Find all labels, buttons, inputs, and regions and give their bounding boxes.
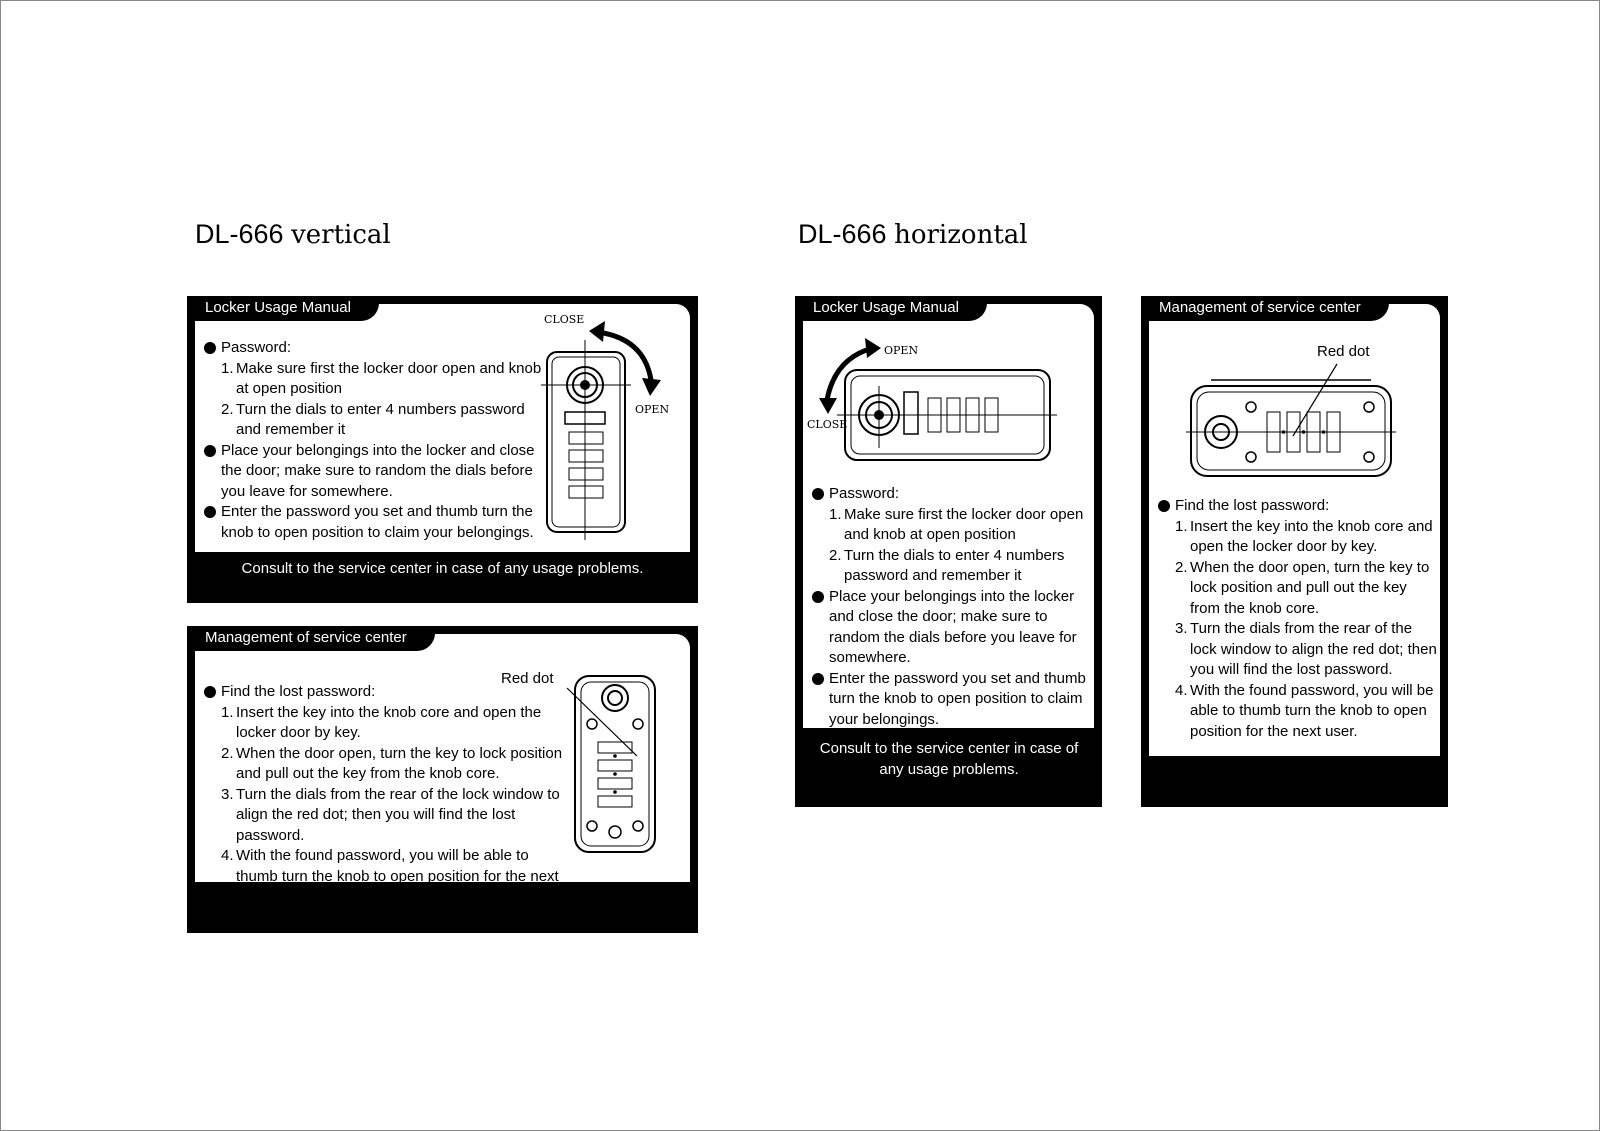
horizontal-rear-body xyxy=(1186,380,1396,476)
step-1: 1. Make sure first the locker door open and knob at open position xyxy=(829,505,1084,543)
model-name: DL-666 xyxy=(195,219,284,249)
horizontal-usage-card xyxy=(795,296,1102,807)
step-1: 1. Insert the key into the knob core and open the locker door by key. xyxy=(221,703,542,741)
model-name: DL-666 xyxy=(798,219,887,249)
open-label: OPEN xyxy=(884,344,919,357)
horizontal-rear-diagram xyxy=(1181,362,1411,484)
service-instructions xyxy=(204,682,564,908)
step-2: 2. When the door open, turn the key to lock position and pull out the key from the knob core. xyxy=(221,744,563,782)
close-label: CLOSE xyxy=(807,418,848,431)
vertical-lock-body xyxy=(541,340,631,540)
red-dot-label: Red dot xyxy=(501,670,554,687)
card-footer: Consult to the service center in case of any usage problems. xyxy=(241,560,644,577)
horizontal-lock-diagram xyxy=(807,336,1092,476)
heading-vertical xyxy=(195,219,391,250)
service-instructions xyxy=(1158,496,1440,742)
vertical-usage-card xyxy=(187,296,698,603)
bullet-claim: Enter the password you set and thumb turn the knob to open position to claim your belongings. xyxy=(204,502,549,543)
vertical-lock-diagram xyxy=(539,310,689,545)
step-3: 3. Turn the dials from the rear of the lock window to align the red dot; then you will find the lost password. xyxy=(221,785,560,844)
model-variant: horizontal xyxy=(894,220,1028,250)
usage-instructions xyxy=(204,338,549,543)
step-2: 2. When the door open, turn the key to lock position and pull out the key from the knob core. xyxy=(1175,558,1430,617)
bullet-belongings: Place your belongings into the locker and close the door; make sure to random the dials before you leave for somewhere. xyxy=(812,587,1092,669)
step-2: 2. Turn the dials to enter 4 numbers password and remember it xyxy=(829,546,1065,584)
bullet-claim: Enter the password you set and thumb turn the knob to open position to claim your belongings. xyxy=(812,669,1092,731)
vertical-rear-diagram xyxy=(537,666,687,876)
step-3: 3. Turn the dials from the rear of the lock window to align the red dot; then you will find the lost password. xyxy=(1175,620,1437,678)
open-label: OPEN xyxy=(635,403,670,416)
vertical-service-card xyxy=(187,626,698,933)
bullet-find-password: Find the lost password: xyxy=(1158,496,1440,517)
bullet-password: Password: xyxy=(812,484,1092,505)
bullet-belongings: Place your belongings into the locker and close the door; make sure to random the dials before you leave for somewhere. xyxy=(204,441,549,503)
card-footer: Consult to the service center in case of any usage problems. xyxy=(819,740,1079,778)
heading-horizontal xyxy=(798,219,1028,250)
step-4: 4. With the found password, you will be able to thumb turn the knob to open position for the next user. xyxy=(1175,681,1434,740)
card-title: Locker Usage Manual xyxy=(187,296,379,321)
red-dot-label: Red dot xyxy=(1317,343,1370,360)
usage-instructions xyxy=(812,484,1092,730)
horizontal-service-card xyxy=(1141,296,1448,807)
card-title: Management of service center xyxy=(1141,296,1389,321)
step-1: 1. Make sure first the locker door open and knob at open position xyxy=(221,359,542,397)
vertical-rear-body xyxy=(575,676,655,852)
close-label: CLOSE xyxy=(544,313,585,326)
card-title: Management of service center xyxy=(187,626,435,651)
step-1: 1. Insert the key into the knob core and open the locker door by key. xyxy=(1175,517,1433,555)
bullet-password: Password: xyxy=(204,338,549,359)
step-2: 2. Turn the dials to enter 4 numbers password and remember it xyxy=(221,400,525,438)
bullet-find-password: Find the lost password: xyxy=(204,682,564,703)
step-4: 4. With the found password, you will be able to thumb turn the knob to open position for the next user. xyxy=(221,847,559,905)
card-title: Locker Usage Manual xyxy=(795,296,987,321)
model-variant: vertical xyxy=(291,220,391,250)
horizontal-lock-body xyxy=(837,370,1057,460)
